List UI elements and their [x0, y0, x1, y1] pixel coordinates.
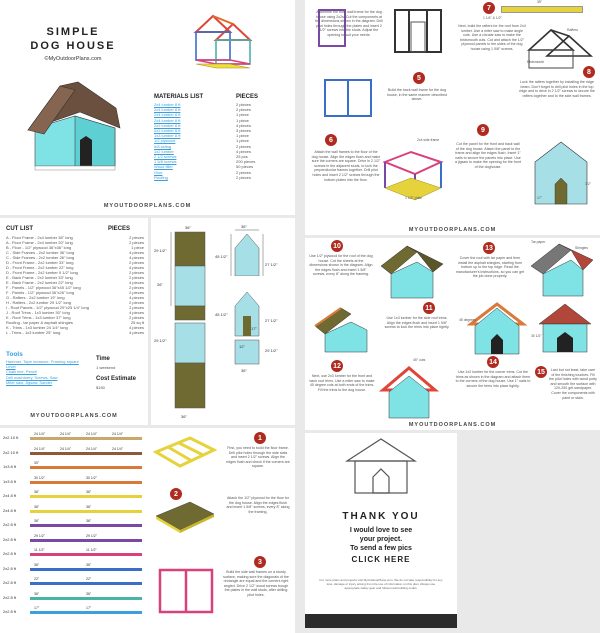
cut-pieces: 2 pieces — [129, 275, 144, 280]
cut-row-label: 1x3 8 ft — [3, 478, 17, 484]
step-text: Cut the panel for the front and back wall of the dog house. Attach the panel to the frame and align the edges flush. Insert 1" nails to secure the panels into place. Use a jigsaw to make the opening for the front of the doghouse. — [455, 142, 521, 169]
tool-link[interactable]: Drill machinery, Screws, Saw — [6, 374, 58, 380]
step-text: Use 1x2 lumber for the corner trims. Cut the trims as shown in the diagram and attach them to the corners of the dog house. Use 1" nails to secure the trims into place tightly. — [455, 370, 531, 388]
step-text: Lock the rafters together by installing the ridge beam. Don't forget to drill pilot holes in the top ridge and to drive in 2 1/2" screws to secure the rafters together and to the side wall frames. — [519, 80, 595, 98]
page-cutting-diagram — [0, 428, 295, 633]
cut-pieces: 4 pieces — [129, 255, 144, 260]
material-link[interactable]: 2x4 lumber 8 ft — [154, 112, 181, 118]
cut-pieces: 2 pieces — [129, 260, 144, 265]
dim-label: 26" — [157, 282, 163, 287]
piece-count: 2 pieces — [236, 102, 251, 107]
cut-pieces: 4 pieces — [129, 265, 144, 270]
pieces-values — [236, 102, 286, 180]
cover-dog-house-illustration — [20, 78, 130, 178]
step10-roof-panels-illustration — [377, 242, 447, 302]
cost-value: $150 — [96, 385, 105, 390]
cut-text: K - Trims - 1x3 lumber 24 1/4" long — [6, 325, 68, 330]
cut-length-label: 29 1/2" — [86, 533, 97, 538]
diagram-label: 1 1/2" plate — [405, 196, 423, 200]
step6-wall-assembly-illustration — [381, 142, 445, 202]
piece-count: 2 pieces — [236, 174, 251, 180]
cut-text: C - Side Frames - 2x2 lumber 36" long — [6, 250, 75, 255]
page-footer: MYOUTDOORPLANS.COM — [103, 203, 192, 209]
cut-length-label: 24 1/4" — [86, 432, 97, 436]
cut-pieces: 2 pieces — [129, 270, 144, 275]
cut-row-label: 2x2 8 ft — [3, 594, 17, 600]
tool-link[interactable]: Chalk line, Pencil — [6, 369, 37, 375]
cut-pieces: 4 pieces — [129, 295, 144, 300]
piece-count: 200 pieces — [236, 159, 256, 165]
cut-length-label: 30 1/2" — [34, 475, 45, 480]
cut-text: D - Front Frame - 2x2 lumber 9 1/2" long — [6, 270, 78, 275]
board-bar — [30, 539, 142, 542]
step-text: Use 1/2" plywood for the roof of the dog house. Cut the sheets at the dimensions shown in the diagram. Align the edges flush and insert 1 5/8" screws, every 8" along the framing. — [309, 254, 373, 277]
piece-count: 1 piece — [236, 117, 249, 123]
step-text: First, you need to build the floor frame. Drill pilot holes through the side slats and insert 2 1/2" screws. Align the edges flush and check if the corners are square. — [226, 446, 290, 469]
cut-text: G - Rafters - 2x2 lumber 19" long — [6, 295, 65, 300]
cut-length-label: 29 1/2" — [34, 533, 45, 538]
board-bar — [30, 495, 142, 498]
cut-text: I - Roof Panels - 1/2" plywood 29"x25 1/4" long — [6, 305, 89, 310]
diagram-label: Rafters — [567, 28, 578, 32]
cut-length-label: 36" — [34, 490, 40, 494]
cut-pieces-header: PIECES — [108, 226, 131, 232]
diagram-label: 2x4 side frame — [417, 138, 440, 142]
material-link[interactable]: Roofing — [154, 174, 168, 180]
cut-length-label: 24 1/4" — [34, 432, 45, 436]
cut-length-label: 24 1/4" — [60, 446, 71, 451]
step-badge: 6 — [325, 134, 337, 146]
material-link[interactable]: 2x4 lumber 8 ft — [154, 107, 181, 113]
page-steps-10-15 — [305, 238, 600, 430]
dim-label: 29 1/2" — [154, 338, 167, 343]
board-bar — [30, 568, 142, 571]
cut-pieces: 4 pieces — [129, 310, 144, 315]
dim-label: 29 1/2" — [265, 348, 278, 353]
material-link[interactable]: 2x4 lumber 8 ft — [154, 117, 181, 123]
cut-length-label: 36" — [86, 519, 92, 523]
cut-row-label: 2x2 8 ft — [3, 609, 17, 614]
cut-row-label: 2x2 8 ft — [3, 580, 17, 585]
cut-length-label: 22" — [34, 577, 40, 581]
materials-links — [154, 102, 229, 180]
cut-row-label: 2x2 8 ft — [3, 551, 17, 556]
diagram-label: 30 1/2" — [531, 334, 542, 338]
board-bar — [30, 437, 142, 440]
cut-text: Roofing - tar paper & asphalt shingles — [6, 320, 73, 325]
step-badge: 1 — [254, 432, 266, 444]
step-text: Build the side wall frames on a sturdy surface, making sure the diagonals of the rectangle are equal and the corners right angled. Drive 2 1/2" wood screws trough the plates in the wall studs, after drilling pilot holes. — [223, 570, 289, 597]
step-text: Assemble the front wall frame for the dog house using 2x2s. Cut the components at the dimensions shown in the diagram. Drill pilot holes through the plates and insert 2 1/2" screws into the studs. Adjust the opening to suit your needs. — [315, 10, 383, 37]
cut-length-label: 36" — [34, 562, 40, 567]
page-cover — [0, 0, 295, 215]
cut-text: L - Trims - 1x3 lumber 25" long — [6, 330, 61, 335]
step-badge: 11 — [423, 302, 435, 314]
cut-text: D - Front Frame - 2x2 lumber 33" long — [6, 260, 74, 265]
cut-text: F - Panels - 1/2" plywood 36"x45 1/2" long — [6, 285, 81, 290]
cut-text: D - Front Frame - 2x2 lumber 22" long — [6, 265, 74, 270]
cut-length-label: 36" — [34, 519, 40, 523]
cut-pieces: 2 pieces — [129, 305, 144, 310]
materials-list-header: MATERIALS LIST — [154, 94, 204, 100]
cut-length-label: 36" — [86, 490, 92, 494]
cut-row-label: 2x2 8 ft — [3, 522, 17, 527]
dim-label: 45 1/2" — [215, 254, 228, 259]
page-panel-diagrams — [151, 218, 295, 425]
tools-links — [6, 359, 86, 385]
cut-length-label: 24 1/4" — [112, 432, 123, 436]
page-cut-list — [0, 218, 148, 425]
cut-length-label: 24 1/4" — [34, 446, 45, 451]
piece-count: 2 pieces — [236, 169, 251, 175]
page-steps-4-9 — [305, 0, 600, 235]
material-link[interactable]: 2x2 lumber 8 ft — [154, 128, 181, 134]
step14-corner-trims-illustration — [467, 298, 527, 358]
board-bar — [30, 611, 142, 614]
cut-length-label: 36" — [34, 504, 40, 509]
step-badge: 12 — [331, 360, 343, 372]
cut-list-header: CUT LIST — [6, 226, 33, 232]
cut-text: H - Rafters - 2x2 lumber 29 1/2" long — [6, 300, 72, 305]
page-thank-you — [305, 433, 457, 628]
page-footer: MYOUTDOORPLANS.COM — [408, 227, 497, 233]
page-footer: MYOUTDOORPLANS.COM — [408, 422, 497, 428]
step12-front-trim-illustration — [377, 362, 447, 422]
cut-pieces: 2 pieces — [129, 235, 144, 240]
step14-house-illustration — [535, 300, 595, 356]
cut-length-label: 24 1/4" — [86, 446, 97, 451]
dim-label: 36" — [185, 225, 191, 230]
diagram-label: Birdsmouth — [527, 60, 545, 64]
cut-length-label: 30 1/2" — [86, 475, 97, 480]
cut-pieces: 25 sq ft — [130, 320, 144, 325]
material-link[interactable]: 5/8 siding — [154, 143, 172, 149]
material-link[interactable]: 2 1/2 screws — [154, 154, 177, 160]
step11-side-trim-illustration — [311, 304, 381, 354]
board-bar — [30, 452, 142, 455]
piece-count: 2 pieces — [236, 143, 251, 149]
cut-length-label: 11 1/2" — [34, 548, 45, 552]
thank-you-heading: THANK YOU — [342, 511, 420, 522]
diagram-label: 45° cuts — [413, 358, 426, 362]
piece-count: 1 piece — [236, 133, 249, 139]
cut-pieces: 2 pieces — [129, 290, 144, 295]
dim-label: 36" — [241, 224, 247, 229]
cut-row-label: 2x2 8 ft — [3, 565, 17, 571]
step-text: Attach the wall frames to the floor of the dog house. Align the edges flush and make sure the corners are square. Drive in 2 1/2" screws in the adjacent studs, to lock the perpendicular frames together. Drill pilot holes and insert 2 1/2" screws through the bottom plates into the floor. — [311, 150, 381, 182]
diagram-label: Tar paper — [531, 240, 546, 244]
cut-length-label: 36" — [86, 504, 92, 509]
tool-link[interactable]: Level — [6, 364, 16, 370]
cut-length-label: 36" — [34, 591, 40, 596]
piece-count: 50 pieces — [236, 164, 254, 170]
step-badge: 5 — [413, 72, 425, 84]
board-bar — [30, 582, 142, 585]
diagram-label: Shingles — [575, 246, 589, 250]
material-link[interactable]: 2x4 lumber 8 ft — [154, 102, 181, 107]
piece-count: 2 pieces — [236, 107, 251, 113]
step-text: Last but not least, take care of the finishing touches. Fill the pilot holes with wood putty and smooth the surface with 120-250 grit sandpaper. Cover the components with paint or stain. — [549, 368, 597, 400]
cut-length-label: 11 1/2" — [86, 548, 97, 552]
step-text: Cover the roof with tar paper and then install the asphalt shingles, starting from bottom up to the top ridge. Read the manufacturer's instructions, so you can get the job done properly. — [455, 256, 525, 279]
pieces-header: PIECES — [236, 94, 259, 100]
step-badge: 14 — [487, 356, 499, 368]
diagram-label: 1/2" — [585, 182, 591, 186]
dim-label: 36" — [241, 368, 247, 373]
step-badge: 13 — [483, 242, 495, 254]
cut-row-label: 2x4 8 ft — [3, 493, 17, 498]
cut-text: J - Roof Trims - 1x3 lumber 30" long — [6, 310, 70, 315]
cut-pieces: 4 pieces — [129, 250, 144, 255]
cut-row-label: 2x2 10 ft — [3, 435, 19, 440]
cut-text: B - Floor - 1/2" plywood 36"x36" long — [6, 245, 72, 250]
cut-length-label: 22" — [86, 577, 92, 581]
cover-site: ©MyOutdoorPlans.com — [44, 56, 102, 62]
dim-label: 27 1/2" — [265, 318, 278, 323]
step3-side-wall-frame-illustration — [156, 566, 216, 616]
page-footer: MYOUTDOORPLANS.COM — [30, 413, 118, 419]
material-link[interactable]: 1 5/8 screws — [154, 159, 177, 165]
cut-length-label: 24 1/4" — [60, 432, 71, 436]
cut-list — [6, 235, 144, 335]
cover-title-line2: DOG HOUSE — [30, 40, 116, 52]
dim-label: 17" — [251, 326, 257, 331]
material-link[interactable]: 1x2 lumber — [154, 148, 174, 154]
time-value: 1 weekend — [96, 365, 116, 370]
dim-label: 27 1/2" — [265, 262, 278, 267]
step-badge: 15 — [535, 366, 547, 378]
step-badge: 9 — [477, 124, 489, 136]
diagram-label: 1 1/4" & 1/2" — [483, 16, 502, 20]
step-badge: 3 — [254, 556, 266, 568]
cut-text: E - Back Frame - 2x2 lumber 22" long — [6, 280, 73, 285]
cost-header: Cost Estimate — [96, 376, 137, 382]
piece-count: 1 piece — [236, 112, 249, 118]
click-here-link[interactable]: CLICK HERE — [351, 555, 411, 564]
step-text: Build the back wall frame for the dog house, in the same manner described above. — [386, 88, 448, 102]
cut-length-label: 17" — [86, 606, 92, 610]
cut-pieces: 1 piece — [131, 245, 144, 250]
piece-count: 25 pcs — [236, 154, 248, 160]
thank-you-line: I would love to see — [349, 527, 413, 534]
step5-back-wall-frame — [323, 78, 373, 118]
material-link[interactable]: Glue — [154, 169, 163, 175]
cut-pieces: 2 pieces — [129, 315, 144, 320]
thank-you-house-outline — [341, 435, 421, 497]
rafter-board — [501, 6, 583, 13]
cut-length-label: 36" — [86, 562, 92, 567]
cut-text: A - Floor Frame - 2x4 lumber 20" long — [6, 240, 73, 245]
cut-text: C - Side Frames - 2x2 lumber 26" long — [6, 255, 75, 260]
diagram-label: 17" — [537, 196, 542, 200]
cut-pieces: 2 pieces — [129, 285, 144, 290]
material-link[interactable]: 1x3 lumber 8 ft — [154, 133, 181, 139]
step2-plywood-floor-illustration — [150, 498, 220, 538]
step-text: Use 1x3 lumber for the side roof trims. Align the edges flush and insert 1 5/8" screws to lock the trims into place tightly. — [384, 316, 450, 330]
fine-print: For more plans and projects visit MyOutdoorPlans.com. We do not take responsibility for any loss, damage or injury arising from the use of information on this plan. Always use appropriate safety gear and follow local building codes. — [319, 578, 443, 590]
board-bar — [30, 481, 142, 484]
time-header: Time — [96, 356, 110, 362]
cut-length-label: 17" — [34, 606, 40, 610]
cut-text: F - Panels - 1/2" plywood 36"x26" long — [6, 290, 75, 295]
cut-pieces: 4 pieces — [129, 330, 144, 335]
piece-count: 4 pieces — [236, 122, 251, 128]
material-link[interactable]: 2x2 lumber 8 ft — [154, 122, 181, 128]
step-text: Next, build the rafters for the roof from 2x4 lumber. Use a miter saw to make angle cuts. Use a circular saw to make the birdsmouth cuts. Cut and attach the 1/2" plywood panels to the sides of the dog house using 1 5/8" screws. — [458, 24, 526, 51]
step1-floor-frame-illustration — [150, 434, 220, 474]
dim-label: 45 1/2" — [215, 312, 228, 317]
step4-front-wall-frame-detail — [393, 8, 443, 54]
cut-pieces: 4 pieces — [129, 280, 144, 285]
cut-length-label: 24 1/4" — [112, 446, 123, 451]
thank-you-line: To send a few pics — [350, 545, 412, 552]
step-text: Next, use 2x3 lumber for the front and back roof trims. Use a miter saw to make 45 degree cuts at both ends of the trims. Fill the trims to the dog house. — [309, 374, 375, 392]
cut-text: E - Back Frame - 2x2 lumber 33" long — [6, 275, 73, 280]
step-badge: 10 — [331, 240, 343, 252]
cut-row-label: 1x3 8 ft — [3, 464, 17, 469]
piece-count: 1 piece — [236, 138, 249, 144]
cut-row-label: 2x2 8 ft — [3, 536, 17, 542]
board-bar — [30, 553, 142, 556]
thank-you-line: your project. — [359, 536, 403, 543]
cut-row-label: 2x4 8 ft — [3, 507, 17, 513]
tool-link[interactable]: Hammer, Tape measure, Framing square — [6, 359, 79, 364]
board-bar — [30, 524, 142, 527]
tool-link[interactable]: Miter saw, Jigsaw, Sander — [6, 379, 53, 385]
step-badge: 2 — [170, 488, 182, 500]
cut-pieces: 2 pieces — [129, 240, 144, 245]
thank-you-bottom-bar — [305, 614, 457, 628]
board-bar — [30, 510, 142, 513]
step-badge: 7 — [483, 2, 495, 14]
dim-label: 29 1/2" — [154, 248, 167, 253]
diagram-label: 35" — [537, 0, 542, 4]
material-link[interactable]: 1/2 plywood — [154, 138, 176, 144]
cover-title-line1: SIMPLE — [46, 26, 100, 38]
cut-item — [6, 330, 144, 335]
material-link[interactable]: Wood filler — [154, 164, 173, 170]
cut-text: A - Floor Frame - 2x4 lumber 36" long — [6, 235, 73, 240]
dim-label: 36" — [181, 414, 187, 419]
piece-count: 3 pieces — [236, 128, 251, 134]
cut-length-label: 30" — [34, 461, 40, 465]
board-bar — [30, 597, 142, 600]
cut-text: K - Roof Trims - 1x3 lumber 37" long — [6, 315, 71, 320]
dim-label: 12" — [239, 344, 245, 349]
cut-row-label: 2x2 10 ft — [3, 449, 19, 455]
step-text: Attach the 1/2" plywood for the floor for the dog house. Align the edges flush and insert 1 5/8" screws, every 8" along the framing. — [226, 496, 290, 514]
cut-pieces: 2 pieces — [129, 300, 144, 305]
cover-frame-diagram — [188, 10, 258, 80]
cut-pieces: 4 pieces — [129, 325, 144, 330]
cut-length-label: 36" — [86, 591, 92, 596]
diagram-label: 45 degrees — [459, 318, 476, 322]
piece-count: 4 pieces — [236, 148, 251, 154]
step-badge: 8 — [583, 66, 595, 78]
board-bar — [30, 466, 142, 469]
tools-header: Tools — [6, 351, 23, 358]
